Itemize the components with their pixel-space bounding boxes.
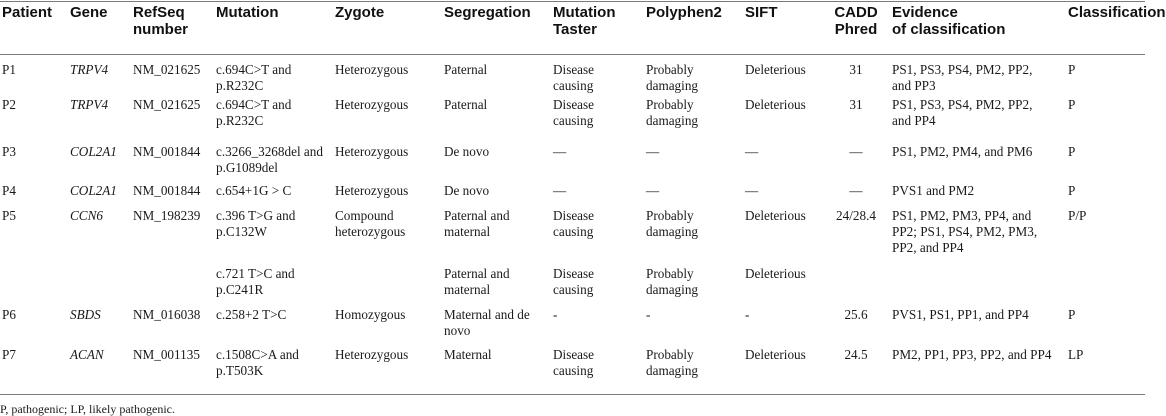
cell-patient: P4 bbox=[2, 183, 16, 198]
table-footnote: P, pathogenic; LP, likely pathogenic. bbox=[0, 402, 175, 416]
cell-segregation: Paternal bbox=[444, 97, 488, 112]
cell-mutation-taster: Disease bbox=[553, 97, 595, 112]
table-bottom-rule bbox=[0, 394, 1145, 395]
cell-polyphen2: - bbox=[646, 307, 651, 322]
cell-sift: - bbox=[745, 307, 750, 322]
cell-cadd-phred: 31 bbox=[849, 62, 863, 77]
cell-mutation: c.3266_3268del and bbox=[216, 144, 323, 159]
table-top-rule bbox=[0, 1, 1145, 2]
cell-mutation-taster: — bbox=[553, 183, 567, 198]
cell-classification: P bbox=[1068, 183, 1076, 198]
cell-refseq-number: NM_001844 bbox=[133, 144, 201, 159]
cell-mutation: c.721 T>C and bbox=[216, 266, 295, 281]
cell-gene: COL2A1 bbox=[70, 144, 117, 159]
cell-cadd-phred: 24.5 bbox=[844, 347, 868, 362]
cell-evidence: and PP3 bbox=[892, 78, 936, 93]
header-segregation: Segregation bbox=[444, 4, 531, 21]
cell-zygote: Homozygous bbox=[335, 307, 406, 322]
cell-segregation: Paternal and bbox=[444, 208, 510, 223]
cell-polyphen2: — bbox=[646, 183, 660, 198]
cell-evidence: and PP4 bbox=[892, 113, 936, 128]
cell-segregation: maternal bbox=[444, 282, 491, 297]
cell-mutation: p.G1089del bbox=[216, 160, 278, 175]
cell-mutation: c.258+2 T>C bbox=[216, 307, 287, 322]
cell-segregation: Paternal and bbox=[444, 266, 510, 281]
cell-zygote: heterozygous bbox=[335, 224, 406, 239]
cell-evidence: PS1, PS3, PS4, PM2, PP2, bbox=[892, 97, 1033, 112]
cell-classification: P bbox=[1068, 97, 1076, 112]
cell-polyphen2: Probably bbox=[646, 208, 694, 223]
cell-mutation: c.396 T>G and bbox=[216, 208, 296, 223]
cell-mutation-taster: causing bbox=[553, 363, 594, 378]
cell-refseq-number: NM_021625 bbox=[133, 97, 201, 112]
cell-sift: Deleterious bbox=[745, 62, 806, 77]
cell-gene: ACAN bbox=[70, 347, 104, 362]
header-classification: Classification bbox=[1068, 4, 1166, 21]
cell-gene: TRPV4 bbox=[70, 62, 109, 77]
cell-sift: — bbox=[745, 144, 759, 159]
cell-cadd-phred: 25.6 bbox=[844, 307, 868, 322]
cell-segregation: Maternal bbox=[444, 347, 492, 362]
cell-mutation: p.R232C bbox=[216, 113, 264, 128]
cell-mutation-taster: Disease bbox=[553, 208, 595, 223]
header-refseq-number-line2: number bbox=[133, 21, 189, 38]
cell-gene: COL2A1 bbox=[70, 183, 117, 198]
cell-sift: — bbox=[745, 183, 759, 198]
cell-evidence: PVS1, PS1, PP1, and PP4 bbox=[892, 307, 1029, 322]
cell-refseq-number: NM_021625 bbox=[133, 62, 201, 77]
cell-cadd-phred: — bbox=[849, 183, 863, 198]
cell-patient: P3 bbox=[2, 144, 16, 159]
cell-classification: P bbox=[1068, 144, 1076, 159]
cell-polyphen2: — bbox=[646, 144, 660, 159]
cell-patient: P6 bbox=[2, 307, 16, 322]
cell-segregation: novo bbox=[444, 323, 471, 338]
cell-sift: Deleterious bbox=[745, 97, 806, 112]
cell-zygote: Heterozygous bbox=[335, 183, 409, 198]
cell-mutation: c.1508C>A and bbox=[216, 347, 299, 362]
cell-patient: P1 bbox=[2, 62, 16, 77]
cell-evidence: PP2, and PP4 bbox=[892, 240, 964, 255]
header-sift: SIFT bbox=[745, 4, 778, 21]
cell-zygote: Heterozygous bbox=[335, 144, 409, 159]
header-mutation-taster-line1: Mutation bbox=[553, 4, 616, 21]
cell-mutation-taster: causing bbox=[553, 224, 594, 239]
cell-evidence: PS1, PM2, PM3, PP4, and bbox=[892, 208, 1032, 223]
cell-patient: P5 bbox=[2, 208, 16, 223]
cell-sift: Deleterious bbox=[745, 266, 806, 281]
cell-refseq-number: NM_001135 bbox=[133, 347, 200, 362]
cell-segregation: De novo bbox=[444, 183, 490, 198]
cell-polyphen2: damaging bbox=[646, 282, 699, 297]
cell-mutation-taster: causing bbox=[553, 113, 594, 128]
cell-gene: CCN6 bbox=[70, 208, 103, 223]
header-refseq-number-line1: RefSeq bbox=[133, 4, 185, 21]
cell-cadd-phred: 31 bbox=[849, 97, 863, 112]
cell-segregation: Paternal bbox=[444, 62, 488, 77]
cell-zygote: Compound bbox=[335, 208, 394, 223]
cell-segregation: De novo bbox=[444, 144, 490, 159]
cell-polyphen2: Probably bbox=[646, 266, 694, 281]
cell-evidence: PP2; PS1, PS4, PM2, PM3, bbox=[892, 224, 1038, 239]
cell-mutation-taster: - bbox=[553, 307, 558, 322]
cell-polyphen2: damaging bbox=[646, 224, 699, 239]
cell-mutation: c.694C>T and bbox=[216, 97, 292, 112]
cell-gene: SBDS bbox=[70, 307, 101, 322]
cell-sift: Deleterious bbox=[745, 208, 806, 223]
cell-classification: P bbox=[1068, 307, 1076, 322]
cell-mutation-taster: — bbox=[553, 144, 567, 159]
cell-mutation-taster: Disease bbox=[553, 347, 595, 362]
cell-polyphen2: damaging bbox=[646, 113, 699, 128]
cell-mutation-taster: causing bbox=[553, 282, 594, 297]
cell-polyphen2: damaging bbox=[646, 363, 699, 378]
cell-classification: LP bbox=[1068, 347, 1084, 362]
header-polyphen2: Polyphen2 bbox=[646, 4, 722, 21]
cell-zygote: Heterozygous bbox=[335, 347, 409, 362]
cell-mutation: p.C132W bbox=[216, 224, 267, 239]
cell-evidence: PS1, PM2, PM4, and PM6 bbox=[892, 144, 1033, 159]
cell-mutation-taster: Disease bbox=[553, 62, 595, 77]
header-evidence-line2: of classification bbox=[892, 21, 1006, 38]
cell-evidence: PVS1 and PM2 bbox=[892, 183, 975, 198]
header-mutation: Mutation bbox=[216, 4, 279, 21]
header-gene: Gene bbox=[70, 4, 108, 21]
cell-evidence: PM2, PP1, PP3, PP2, and PP4 bbox=[892, 347, 1052, 362]
cell-cadd-phred: — bbox=[849, 144, 863, 159]
cell-patient: P2 bbox=[2, 97, 16, 112]
cell-gene: TRPV4 bbox=[70, 97, 109, 112]
cell-refseq-number: NM_001844 bbox=[133, 183, 201, 198]
cell-polyphen2: damaging bbox=[646, 78, 699, 93]
cell-mutation: p.C241R bbox=[216, 282, 264, 297]
cell-zygote: Heterozygous bbox=[335, 97, 409, 112]
cell-refseq-number: NM_198239 bbox=[133, 208, 201, 223]
cell-classification: P/P bbox=[1068, 208, 1087, 223]
cell-zygote: Heterozygous bbox=[335, 62, 409, 77]
cell-patient: P7 bbox=[2, 347, 16, 362]
cell-segregation: Maternal and de bbox=[444, 307, 530, 322]
table-header-rule bbox=[0, 54, 1145, 55]
cell-evidence: PS1, PS3, PS4, PM2, PP2, bbox=[892, 62, 1033, 77]
cell-mutation: c.694C>T and bbox=[216, 62, 292, 77]
header-mutation-taster-line2: Taster bbox=[553, 21, 597, 38]
cell-polyphen2: Probably bbox=[646, 347, 694, 362]
cell-mutation: c.654+1G > C bbox=[216, 183, 292, 198]
cell-refseq-number: NM_016038 bbox=[133, 307, 201, 322]
cell-mutation: p.T503K bbox=[216, 363, 264, 378]
cell-polyphen2: Probably bbox=[646, 97, 694, 112]
header-cadd-phred-line2: Phred bbox=[834, 21, 878, 38]
cell-sift: Deleterious bbox=[745, 347, 806, 362]
cell-cadd-phred: 24/28.4 bbox=[836, 208, 876, 223]
cell-mutation-taster: Disease bbox=[553, 266, 595, 281]
header-zygote: Zygote bbox=[335, 4, 385, 21]
cell-polyphen2: Probably bbox=[646, 62, 694, 77]
cell-mutation-taster: causing bbox=[553, 78, 594, 93]
cell-classification: P bbox=[1068, 62, 1076, 77]
cell-segregation: maternal bbox=[444, 224, 491, 239]
cell-mutation: p.R232C bbox=[216, 78, 264, 93]
header-cadd-phred-line1: CADD bbox=[834, 4, 878, 21]
header-patient: Patient bbox=[2, 4, 53, 21]
header-evidence-line1: Evidence bbox=[892, 4, 958, 21]
